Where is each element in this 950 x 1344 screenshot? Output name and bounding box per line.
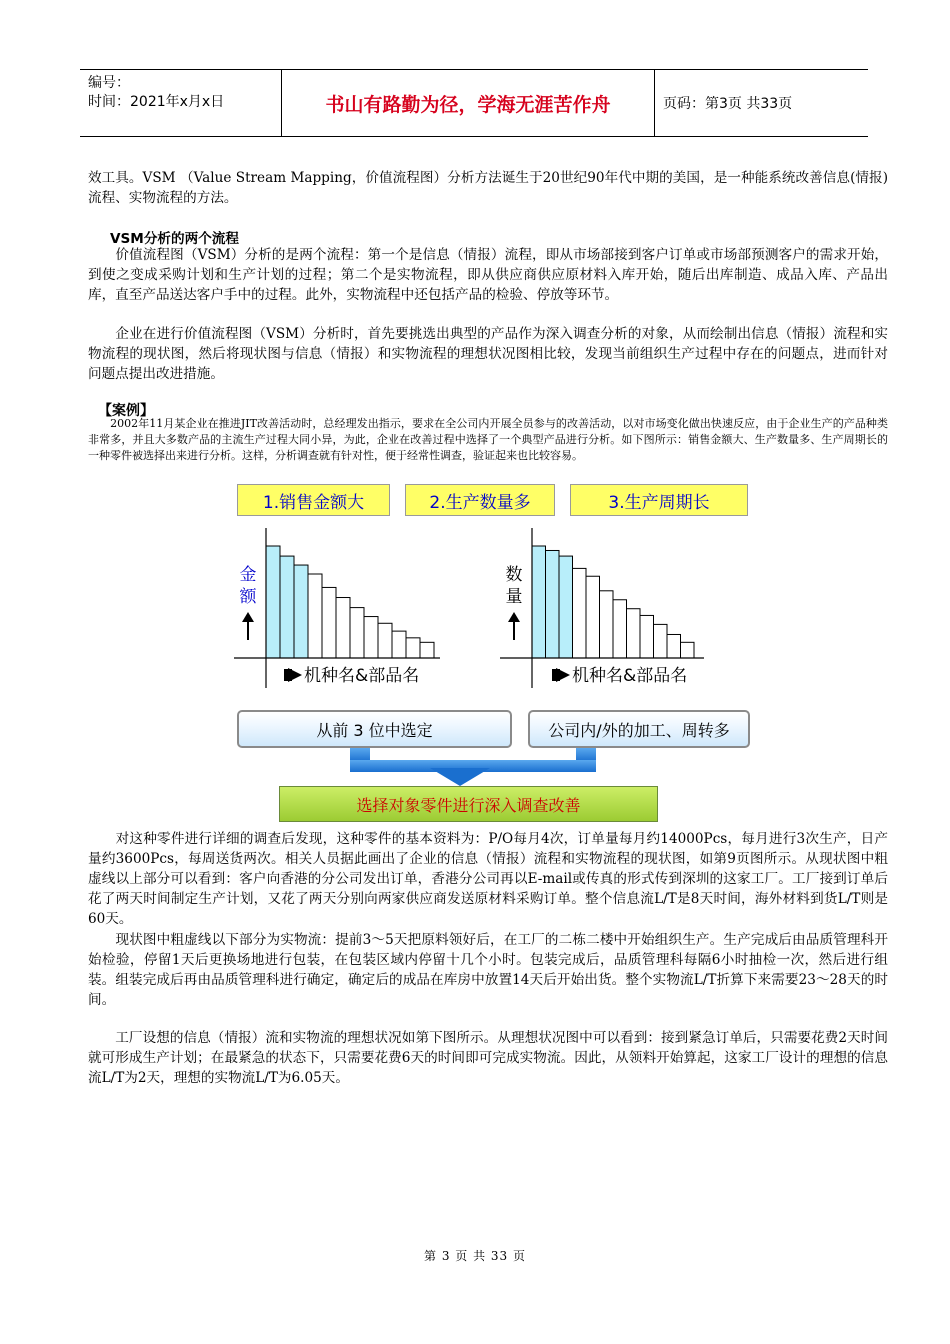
x-axis-arrow-icon	[288, 668, 302, 682]
quantity-bar	[600, 591, 614, 658]
quantity-bar	[546, 550, 560, 658]
paragraph-intro: 效工具。VSM （Value Stream Mapping，价值流程图）分析方法诞生于20世纪90年代中期的美国，是一种能系统改善信息(情报)流程、实物流程的方法。	[88, 170, 888, 206]
quantity-up-arrowhead-icon	[508, 612, 520, 622]
processing-box: 公司内/外的加工、周转多	[528, 710, 750, 748]
criteria-sales-box: 1.销售金额大	[237, 484, 390, 516]
amount-x-axis-label: 机种名&部品名	[304, 666, 420, 686]
quantity-bar	[532, 546, 546, 658]
amount-bar	[308, 574, 322, 658]
paragraph-material-flow: 现状图中粗虚线以下部分为实物流：提前3～5天把原料领好后，在工厂的二栋二楼中开始组织生产。生产完成后由品质管理科开始检验，停留1天后更换场地进行包装，在包装区域内停留十几个小时。包装完成后，品质管理科每隔6小时抽检一次，然后进行组装。组装完成后再由品质管理科进行确定，确定后的成品在库房中放置14天后开始出货。整个实物流L/T折算下来需要23～28天的时间。	[88, 932, 888, 1008]
quantity-bar	[573, 568, 587, 658]
amount-bar	[280, 556, 294, 658]
paragraph-analysis: 企业在进行价值流程图（VSM）分析时，首先要挑选出典型的产品作为深入调查分析的对象，从而绘制出信息（情报）流程和实物流程的现状图，然后将现状图与信息（情报）和实物流程的理想状况图相比较，发现当前组织生产过程中存在的问题点，进而针对问题点提出改进措施。	[88, 326, 888, 382]
amount-bar	[266, 546, 280, 658]
document-number-label: 编号：	[88, 75, 130, 91]
quantity-x-axis-label: 机种名&部品名	[572, 666, 688, 686]
amount-up-arrowhead-icon	[242, 612, 254, 622]
case-label: 【案例】	[98, 403, 154, 419]
x-axis-arrow-icon	[556, 668, 570, 682]
result-box: 选择对象零件进行深入调查改善	[279, 786, 658, 822]
header-motto: 书山有路勤为径，学海无涯苦作舟	[282, 70, 655, 136]
criteria-cycle-box: 3.生产周期长	[570, 484, 748, 516]
amount-bar	[350, 608, 364, 658]
paragraph-two-flows: 价值流程图（VSM）分析的是两个流程：第一个是信息（情报）流程，即从市场部接到客户订单或市场部预测客户的需求开始，到使之变成采购计划和生产计划的过程；第二个是实物流程，即从供应商供应原材料入库开始，随后出库制造、成品入库、产品出库，直至产品送达客户手中的过程。此外，实物流程中还包括产品的检验、停放等环节。	[88, 247, 888, 303]
amount-bar	[322, 587, 336, 658]
quantity-bar	[667, 634, 681, 658]
case-text: 2002年11月某企业在推进JIT改善活动时，总经理发出指示，要求在全公司内开展全员参与的改善活动，以对市场变化做出快速反应，由于企业生产的产品种类非常多，并且大多数产品的主流生产过程大同小异，为此，企业在改善过程中选择了一个典型产品进行分析。如下图所示：销售金额大、生产数量多、生产周期长的一种零件被选择出来进行分析。这样，分析调查就有针对性，便于经常性调查，验证起来也比较容易。	[88, 417, 888, 462]
paragraph-details: 对这种零件进行详细的调查后发现，这种零件的基本资料为：P/O每月4次，订单量每月约14000Pcs，每月进行3次生产，日产量约3600Pcs，每周送货两次。相关人员据此画出了企业的信息（情报）流程和实物流程的现状图，如第9页图所示。从现状图中粗虚线以上部分可以看到：客户向香港的分公司发出订单，香港分公司再以E-mail或传真的形式传到深圳的这家工厂。工厂接到订单后花了两天时间制定生产计划，又花了两天分别向两家供应商发送原材料采购订单。整个信息流L/T是8天时间，海外材料到货L/T则是60天。	[88, 831, 888, 927]
criteria-quantity-box: 2.生产数量多	[405, 484, 555, 516]
page-header	[80, 69, 868, 137]
quantity-bar	[586, 576, 600, 658]
header-meta	[80, 70, 282, 136]
amount-bar	[378, 623, 392, 658]
amount-bar	[336, 598, 350, 658]
quantity-pareto-chart	[494, 528, 712, 696]
quantity-axis-label-2: 量	[505, 587, 523, 607]
quantity-axis-label-1: 数	[505, 565, 523, 585]
quantity-bar	[559, 556, 573, 658]
section-heading: VSM分析的两个流程	[110, 231, 239, 247]
amount-bar	[294, 565, 308, 658]
merge-arrow-icon	[280, 748, 660, 786]
amount-pareto-chart	[226, 528, 444, 696]
page-footer: 第 3 页 共 33 页	[424, 1249, 526, 1263]
amount-bar	[364, 617, 378, 658]
amount-bar	[392, 631, 406, 658]
amount-bar	[406, 638, 420, 658]
quantity-bar	[627, 609, 641, 658]
amount-axis-label-2: 额	[239, 587, 257, 607]
quantity-bar	[640, 615, 654, 658]
paragraph-ideal-state: 工厂设想的信息（情报）流和实物流的理想状况如第下图所示。从理想状况图中可以看到：接到紧急订单后，只需要花费2天时间就可形成生产计划；在最紧急的状态下，只需要花费6天的时间即可完成实物流。因此，从领料开始算起，这家工厂设计的理想的信息流L/T为2天，理想的实物流L/T为6.05天。	[88, 1030, 888, 1086]
quantity-bar	[613, 600, 627, 658]
amount-bar	[420, 642, 434, 658]
quantity-bar	[654, 624, 668, 658]
select-top3-box: 从前 3 位中选定	[237, 710, 512, 748]
amount-axis-label-1: 金	[239, 565, 257, 585]
header-page-info: 页码：第3页 共33页	[663, 96, 793, 112]
document-time-label: 时间：2021年x月x日	[88, 94, 225, 110]
quantity-bar	[681, 642, 695, 658]
